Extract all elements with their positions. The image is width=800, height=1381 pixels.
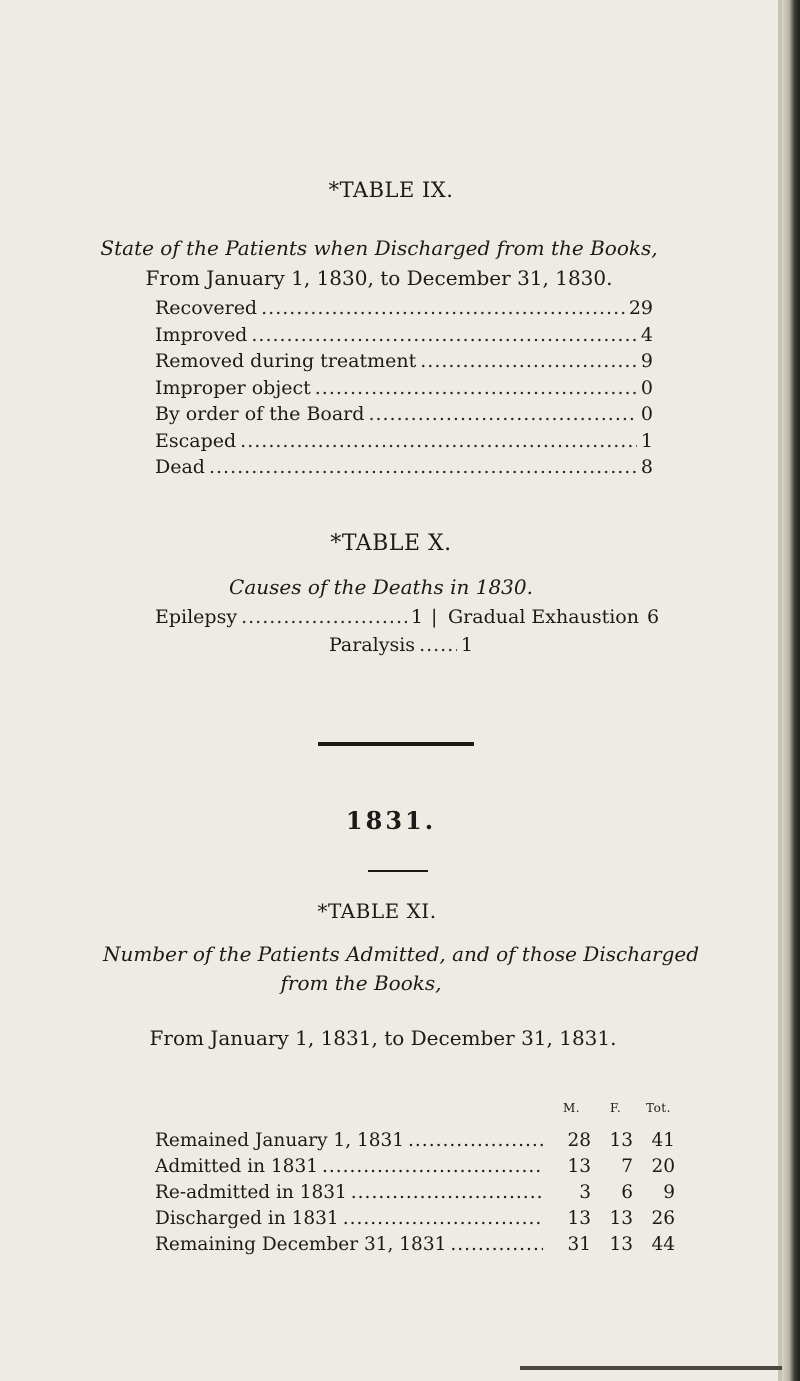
table9-row-value: 4 — [640, 323, 653, 346]
table9-row — [155, 403, 653, 429]
table11-cell-tot: 26 — [651, 1208, 675, 1229]
table10-heading: *TABLE X. — [330, 531, 452, 556]
table11-row-label: Re-admitted in 1831 — [155, 1182, 347, 1203]
table9-row-value: 8 — [640, 456, 653, 478]
table9-row-value: 9 — [640, 350, 653, 372]
table11-row-label: Remained January 1, 1831 — [155, 1130, 405, 1151]
table11-subtitle-line1: Number of the Patients Admitted, and of those Discharged — [102, 942, 700, 966]
table10-left-value: 1 — [410, 606, 423, 628]
table10-right-value: 6 — [646, 606, 660, 628]
column-header-f: F. — [610, 1101, 622, 1115]
table11-cell-tot: 44 — [651, 1234, 675, 1255]
table11-cell-f: 13 — [609, 1208, 633, 1229]
table9-date-range: From January 1, 1830, to December 31, 1830. — [145, 266, 613, 290]
column-divider: | — [431, 606, 438, 628]
table9-row-value: 1 — [640, 429, 653, 452]
table9-row-label: By order of the Board — [155, 403, 365, 425]
table11-cell-f: 6 — [621, 1182, 633, 1203]
leader-dots — [251, 324, 637, 346]
table9-row — [155, 324, 653, 350]
table11-cell-m: 3 — [579, 1182, 591, 1203]
table9-row-value: 0 — [640, 403, 653, 425]
table11-row — [155, 1182, 675, 1208]
leader-dots — [420, 350, 637, 372]
bottom-edge-rule — [520, 1366, 782, 1370]
table11-row — [155, 1156, 675, 1182]
table11-cell-f: 7 — [621, 1156, 633, 1177]
table9-row-label: Dead — [155, 456, 205, 478]
table11-subtitle-line2: from the Books, — [280, 971, 442, 995]
table11-row — [155, 1130, 675, 1156]
year-heading: 1831. — [345, 806, 437, 835]
table11-cell-tot: 9 — [663, 1182, 675, 1203]
table11-cell-f: 13 — [609, 1234, 633, 1255]
short-divider-rule — [368, 870, 428, 872]
leader-dots — [450, 1234, 543, 1255]
table10-exhaustion-row — [448, 606, 660, 632]
leader-dots — [419, 634, 457, 656]
table11-cell-m: 13 — [567, 1156, 591, 1177]
table11-cell-tot: 20 — [651, 1156, 675, 1177]
leader-dots — [351, 1182, 543, 1203]
table9-row-label: Escaped — [155, 429, 237, 452]
table9-row-value: 0 — [640, 376, 653, 399]
table11-cell-f: 13 — [609, 1130, 633, 1151]
table11-cell-tot: 41 — [651, 1130, 675, 1151]
table11-cell-m: 31 — [567, 1234, 591, 1255]
table9-subtitle: State of the Patients when Discharged from the Books, — [100, 236, 658, 260]
table9-row-label: Recovered — [155, 297, 258, 319]
table10-subtitle: Causes of the Deaths in 1830. — [229, 575, 533, 599]
table9-row — [155, 297, 653, 323]
table10-paralysis-row — [329, 634, 473, 660]
section-divider-rule — [318, 742, 474, 746]
leader-dots — [261, 297, 625, 319]
table9-row — [155, 430, 653, 456]
table11-cell-m: 28 — [567, 1130, 591, 1151]
leader-dots — [209, 456, 637, 478]
table11-row — [155, 1234, 675, 1260]
table10-epilepsy-row — [155, 606, 423, 632]
table10-bottom-label: Paralysis — [329, 634, 416, 656]
page-edge — [782, 0, 800, 1381]
table10-right-label: Gradual Exhaustion — [448, 606, 639, 628]
table9-row — [155, 456, 653, 482]
table9-row-value: 29 — [628, 297, 653, 319]
table11-row-label: Discharged in 1831 — [155, 1208, 339, 1229]
table10-left-label: Epilepsy — [155, 606, 238, 628]
table11-cell-m: 13 — [567, 1208, 591, 1229]
leader-dots — [322, 1156, 543, 1177]
leader-dots — [315, 377, 637, 399]
leader-dots — [368, 403, 636, 425]
table11-row — [155, 1208, 675, 1234]
table11-row-label: Remaining December 31, 1831 — [155, 1234, 447, 1255]
leader-dots — [240, 430, 637, 452]
leader-dots — [241, 606, 407, 628]
table9-row-label: Improved — [155, 323, 248, 346]
table11-row-label: Admitted in 1831 — [155, 1156, 318, 1177]
table9-heading: *TABLE IX. — [328, 178, 454, 202]
table9-row-label: Improper object — [155, 376, 311, 399]
column-header-tot: Tot. — [646, 1101, 671, 1115]
table11-date-range: From January 1, 1831, to December 31, 1831. — [149, 1026, 617, 1050]
table11-heading: *TABLE XI. — [317, 899, 437, 923]
column-header-m: M. — [563, 1101, 581, 1115]
table9-row-label: Removed during treatment — [155, 350, 417, 372]
table10-bottom-value: 1 — [460, 634, 473, 656]
leader-dots — [408, 1130, 543, 1151]
table9-row — [155, 377, 653, 403]
leader-dots — [343, 1208, 543, 1229]
table9-row — [155, 350, 653, 376]
